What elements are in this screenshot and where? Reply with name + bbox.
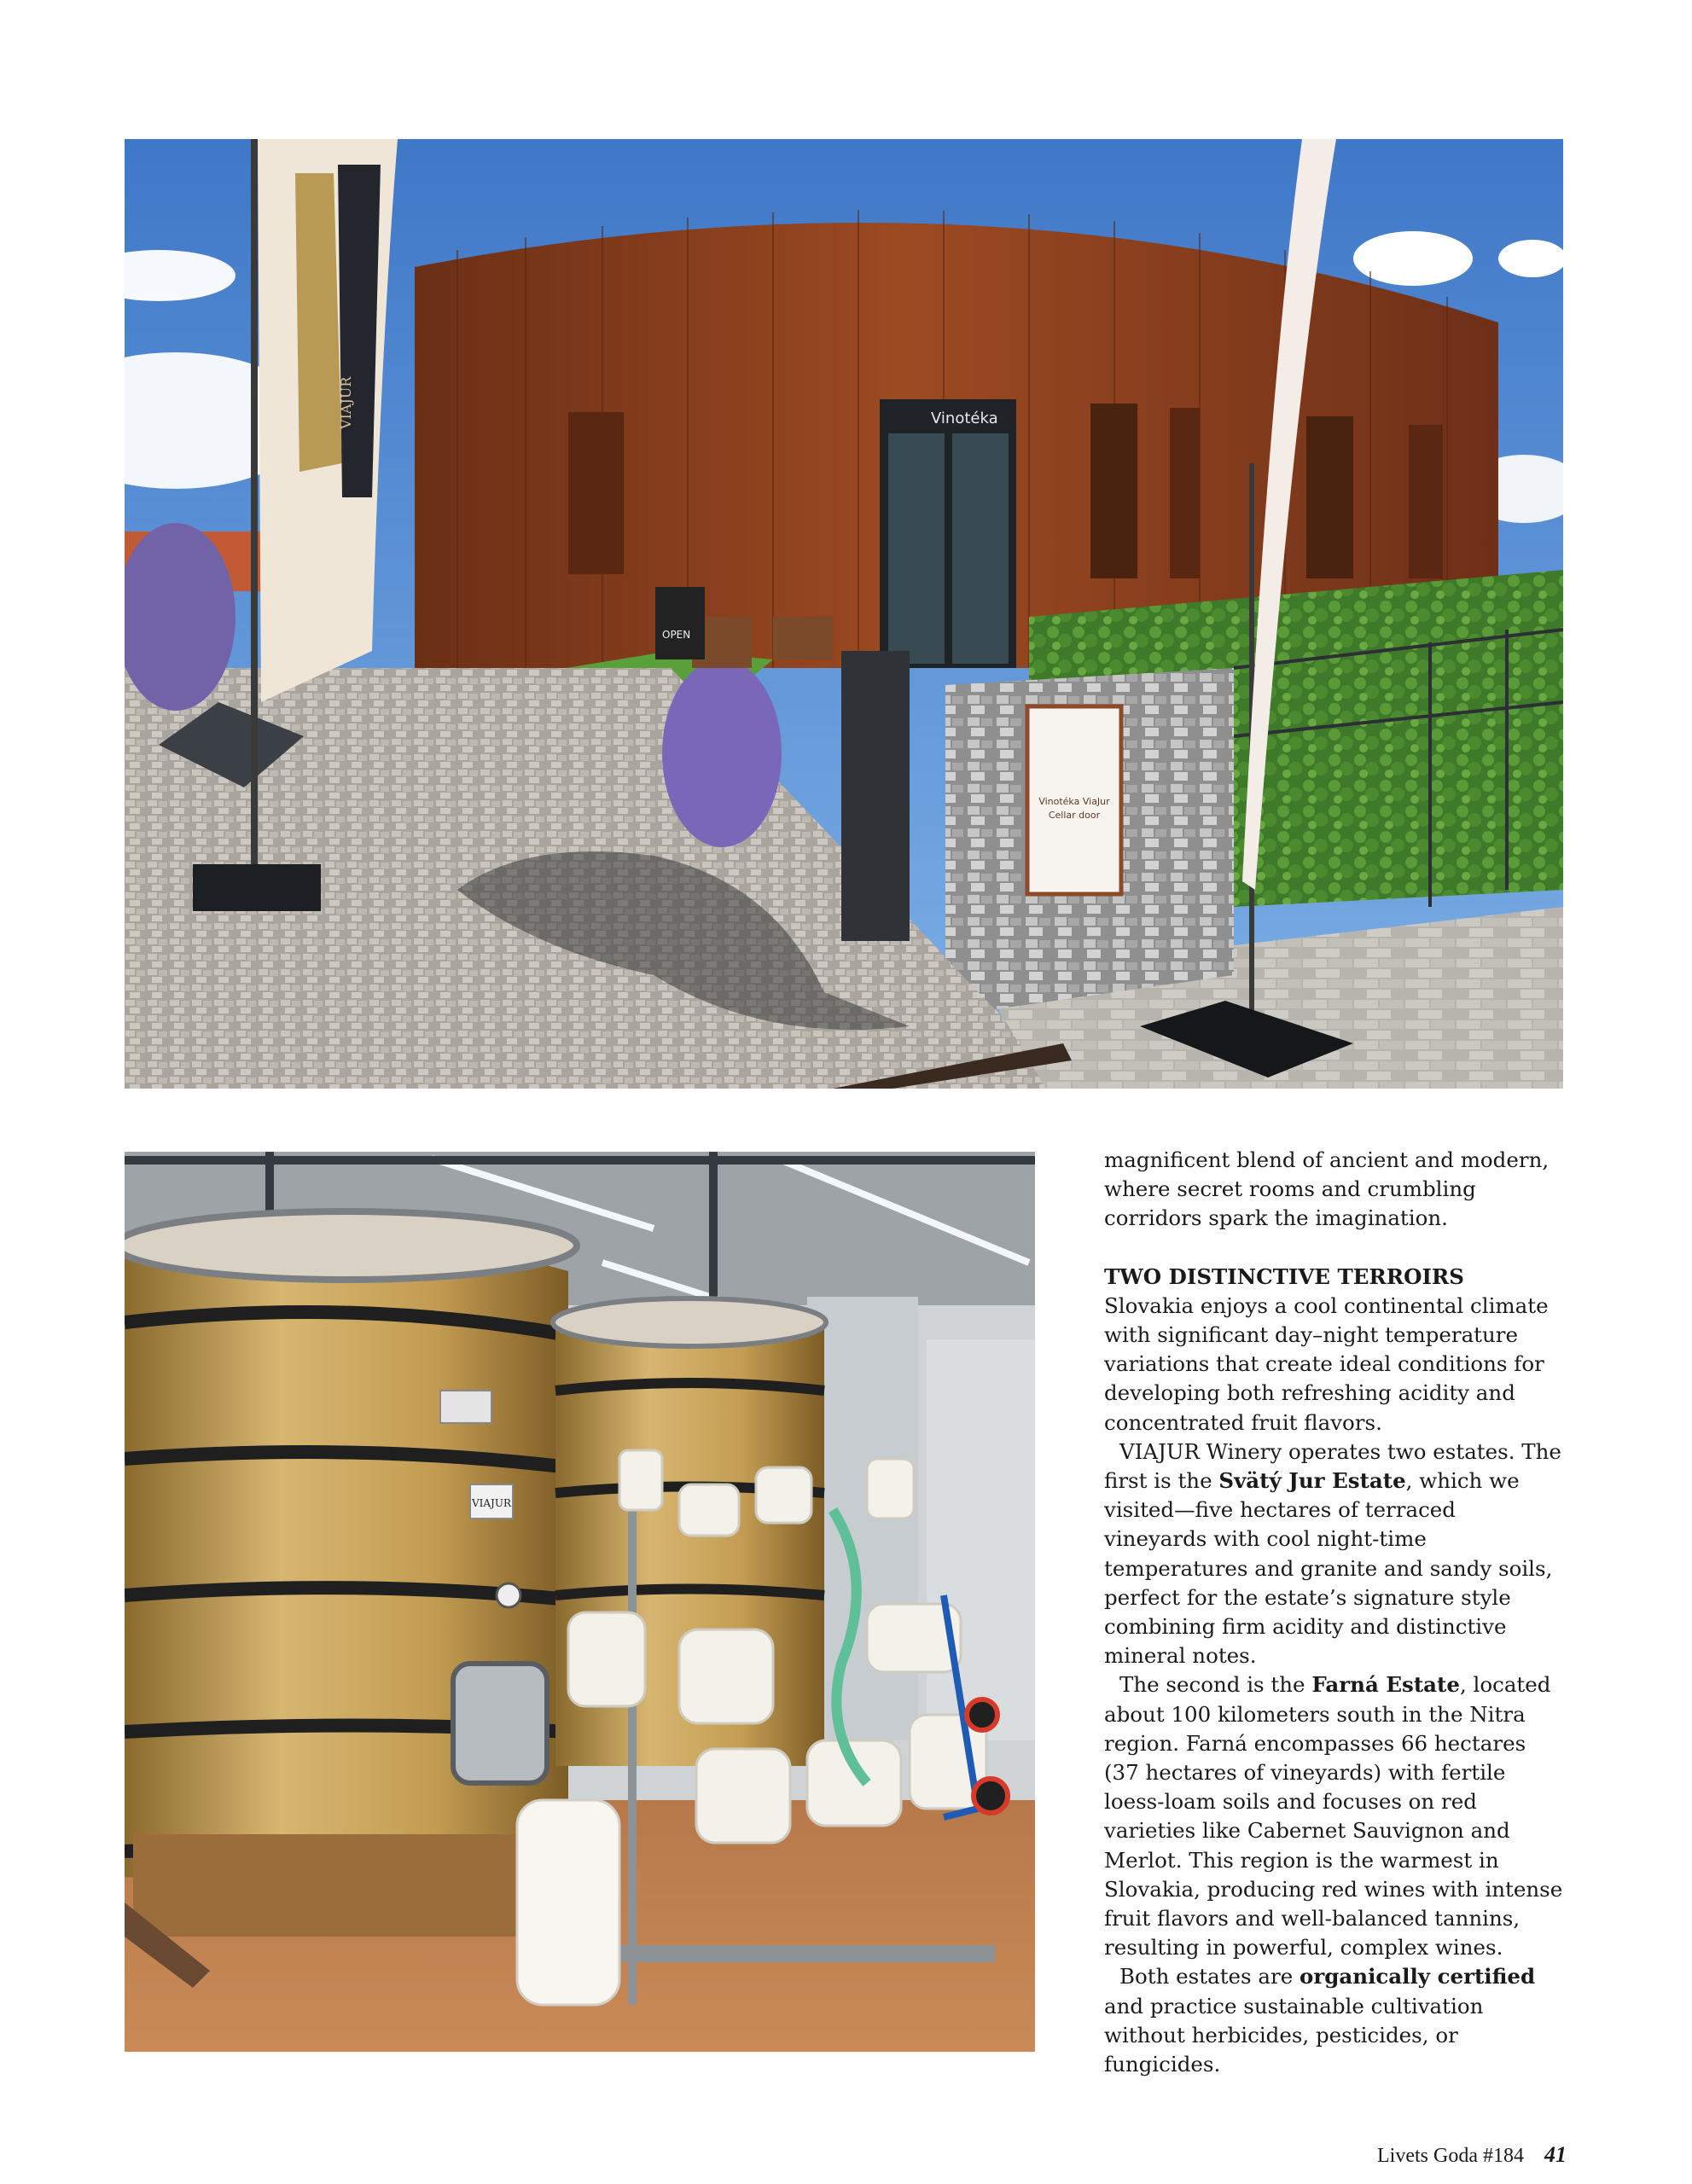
banner-brand: VIAJUR bbox=[338, 376, 354, 429]
page-footer bbox=[1377, 2142, 1567, 2169]
barrel-brand: VIAJUR bbox=[471, 1497, 512, 1509]
photo-cellar-vats bbox=[125, 1152, 1035, 2052]
shop-sign: Vinotéka bbox=[931, 410, 998, 427]
chalkboard-text: OPEN bbox=[662, 629, 691, 641]
estate-name-farna: Farná Estate bbox=[1311, 1672, 1460, 1698]
article-paragraph-1: Slovakia enjoys a cool continental climate with significant day–night temperature variations that create ideal conditions for developing both refreshing acidity and concentrated fruit flavors. bbox=[1104, 1292, 1549, 1435]
publication-issue: Livets Goda #184 bbox=[1377, 2145, 1524, 2167]
article-paragraph-3: The second is the Farná Estate, located about 100 kilometers south in the Nitra region. Farná encompasses 66 hectares (37 hectares of vineyards) with fertile loess-loam soils and focuses on red varieties like Cabernet Sauvignon and Merlot. This region is the warmest in Slovakia, producing red wines with intense fruit flavors and well-balanced tannins, resulting in powerful, complex wines. bbox=[1104, 1672, 1563, 1960]
organic-certified-phrase: organically certified bbox=[1300, 1964, 1536, 1989]
page-number: 41 bbox=[1544, 2142, 1567, 2167]
article-paragraph-2: VIAJUR Winery operates two estates. The first is the Svätý Jur Estate, which we visited—five hectares of terraced vineyards with cool night-time temperatures and granite and sandy soils, perfect for the estate’s signature style combining firm acidity and distinctive mineral notes. bbox=[1104, 1438, 1561, 1669]
estate-name-svaty-jur: Svätý Jur Estate bbox=[1218, 1468, 1406, 1494]
article-column bbox=[1104, 1146, 1565, 2079]
gabion-sign-line1: Vinotéka ViaJur bbox=[1038, 796, 1110, 807]
photo-winery-building bbox=[125, 139, 1563, 1089]
gabion-sign-line2: Cellar door bbox=[1048, 810, 1101, 821]
section-heading: TWO DISTINCTIVE TERROIRS bbox=[1104, 1263, 1464, 1289]
article-paragraph-4: Both estates are organically certified and practice sustainable cultivation without herbicides, pesticides, or fungicides. bbox=[1104, 1964, 1536, 2077]
article-intro: magnificent blend of ancient and modern, where secret rooms and crumbling corridors spark the imagination. bbox=[1104, 1147, 1550, 1231]
